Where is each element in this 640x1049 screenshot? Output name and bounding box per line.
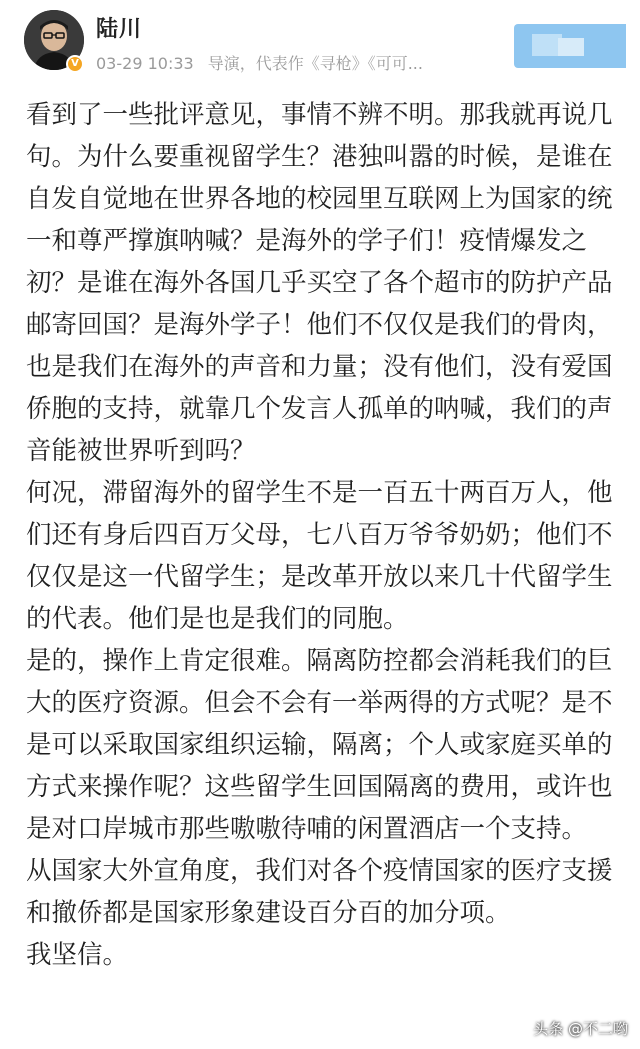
post-meta <box>96 51 423 74</box>
author-name[interactable]: 陆川 <box>96 17 143 42</box>
post-content <box>26 94 620 976</box>
follow-button-pixelated-label-2 <box>558 38 584 56</box>
watermark: 头条 @不二哟 <box>533 1020 628 1038</box>
author-bio: 导演，代表作《寻枪》《可可... <box>207 54 423 73</box>
post-paragraph: 从国家大外宣角度，我们对各个疫情国家的医疗支援和撤侨都是国家形象建设百分百的加分项。 <box>26 856 613 928</box>
post-paragraph: 看到了一些批评意见，事情不辨不明。那我就再说几句。为什么要重视留学生？港独叫嚣的时候，是谁在自发自觉地在世界各地的校园里互联网上为国家的统一和尊严撑旗呐喊？是海外的学子们！疫情爆发之初？是谁在海外各国几乎买空了各个超市的防护产品邮寄回国？是海外学子！他们不仅仅是我们的骨肉，也是我们在海外的声音和力量；没有他们，没有爱国侨胞的支持，就靠几个发言人孤单的呐喊，我们的声音能被世界听到吗？ <box>26 100 613 466</box>
post-time: 03-29 10:33 <box>96 54 194 73</box>
post-paragraph: 何况，滞留海外的留学生不是一百五十两百万人，他们还有身后四百万父母，七八百万爷爷奶奶；他们不仅仅是这一代留学生；是改革开放以来几十代留学生的代表。他们是也是我们的同胞。 <box>26 478 613 634</box>
post-paragraph: 是的，操作上肯定很难。隔离防控都会消耗我们的巨大的医疗资源。但会不会有一举两得的方式呢？是不是可以采取国家组织运输，隔离；个人或家庭买单的方式来操作呢？这些留学生回国隔离的费用，或许也是对口岸城市那些嗷嗷待哺的闲置酒店一个支持。 <box>26 646 613 844</box>
verified-badge-icon: V <box>66 55 84 73</box>
post-header <box>0 0 640 86</box>
follow-button[interactable] <box>514 24 626 68</box>
post-paragraph: 我坚信。 <box>26 940 129 970</box>
